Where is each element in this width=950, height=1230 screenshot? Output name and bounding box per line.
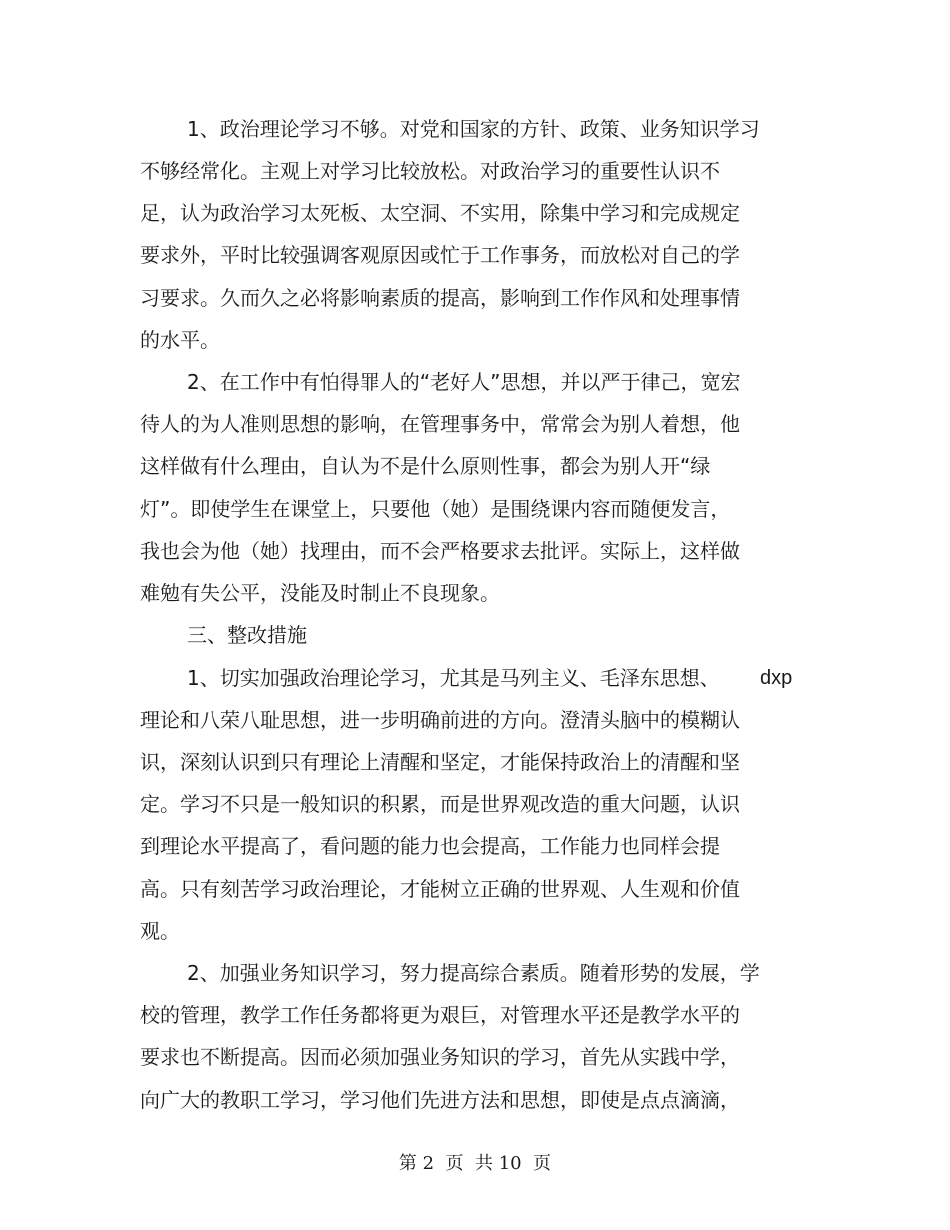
paragraph-1-line-3: 足，认为政治学习太死板、太空洞、不实用，除集中学习和完成规定 bbox=[140, 201, 740, 225]
paragraph-4-line-6: 高。只有刻苦学习政治理论，才能树立正确的世界观、人生观和价值 bbox=[140, 877, 740, 901]
paragraph-1-line-4: 要求外，平时比较强调客观原因或忙于工作事务，而放松对自己的学 bbox=[140, 243, 740, 267]
paragraph-2-line-6: 难勉有失公平，没能及时制止不良现象。 bbox=[140, 581, 500, 605]
paragraph-1-line-5: 习要求。久而久之必将影响素质的提高，影响到工作作风和处理事情 bbox=[140, 286, 740, 310]
paragraph-4-trailing-word: dxp bbox=[760, 667, 793, 689]
paragraph-4-line-1: 1、切实加强政治理论学习，尤其是马列主义、毛泽东思想、 bbox=[187, 666, 720, 690]
paragraph-4-line-3: 识，深刻认识到只有理论上清醒和坚定，才能保持政治上的清醒和坚 bbox=[140, 750, 740, 774]
paragraph-1-line-2: 不够经常化。主观上对学习比较放松。对政治学习的重要性认识不 bbox=[140, 159, 720, 183]
paragraph-4-line-2: 理论和八荣八耻思想，进一步明确前进的方向。澄清头脑中的模糊认 bbox=[140, 708, 740, 732]
paragraph-4-line-4: 定。学习不只是一般知识的积累，而是世界观改造的重大问题，认识 bbox=[140, 792, 740, 816]
paragraph-5-line-4: 向广大的教职工学习，学习他们先进方法和思想，即使是点点滴滴， bbox=[140, 1088, 740, 1112]
paragraph-1-line-6: 的水平。 bbox=[140, 328, 220, 352]
paragraph-2-line-2: 待人的为人准则思想的影响，在管理事务中，常常会为别人着想，他 bbox=[140, 412, 740, 436]
paragraph-2-line-3: 这样做有什么理由，自认为不是什么原则性事，都会为别人开“绿 bbox=[140, 454, 711, 478]
paragraph-2-line-4: 灯”。即使学生在课堂上，只要他（她）是围绕课内容而随便发言， bbox=[140, 497, 731, 521]
paragraph-4-line-5: 到理论水平提高了，看问题的能力也会提高，工作能力也同样会提 bbox=[140, 834, 720, 858]
paragraph-5-line-3: 要求也不断提高。因而必须加强业务知识的学习，首先从实践中学， bbox=[140, 1045, 740, 1069]
paragraph-4-line-7: 观。 bbox=[140, 919, 180, 943]
paragraph-2-line-1: 2、在工作中有怕得罪人的“老好人”思想，并以严于律己，宽宏 bbox=[187, 370, 741, 394]
section-heading: 三、整改措施 bbox=[187, 623, 307, 647]
paragraph-1-line-1: 1、政治理论学习不够。对党和国家的方针、政策、业务知识学习 bbox=[187, 117, 760, 141]
paragraph-5-line-2: 校的管理，教学工作任务都将更为艰巨，对管理水平还是教学水平的 bbox=[140, 1003, 740, 1027]
paragraph-2-line-5: 我也会为他（她）找理由，而不会严格要求去批评。实际上，这样做 bbox=[140, 539, 740, 563]
page-number-footer: 第 2 页 共 10 页 bbox=[398, 1153, 552, 1174]
paragraph-5-line-1: 2、加强业务知识学习，努力提高综合素质。随着形势的发展，学 bbox=[187, 961, 760, 985]
